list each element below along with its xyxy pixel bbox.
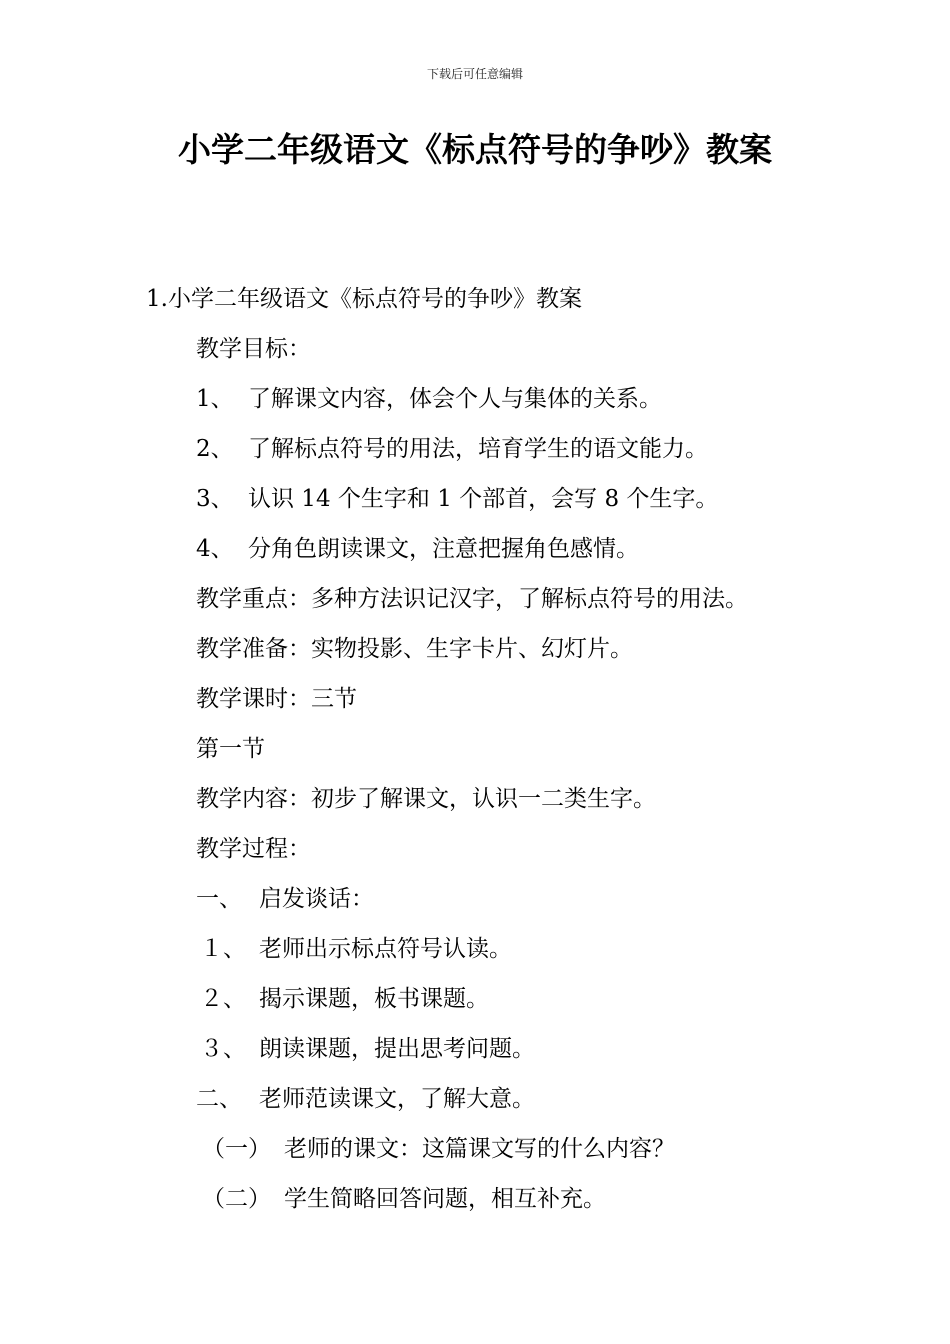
- part-two-item: [202, 1184, 606, 1214]
- part-one-heading: [196, 884, 374, 914]
- section-heading: 1.小学二年级语文《标点符号的争吵》教案: [146, 286, 582, 312]
- item-number: （一）: [202, 1136, 271, 1162]
- part-two-heading: [196, 1084, 535, 1114]
- part-one-item: [200, 984, 489, 1014]
- objective-item: [196, 534, 639, 564]
- document-title: 小学二年级语文《标点符号的争吵》教案: [178, 130, 772, 169]
- objective-number: 3、: [196, 486, 234, 512]
- part-number: 二、: [196, 1086, 242, 1112]
- part-text: 启发谈话：: [259, 886, 374, 912]
- objective-text: 认识 14 个生字和 1 个部首，会写 8 个生字。: [248, 486, 719, 512]
- objective-item: [196, 384, 662, 414]
- part-text: 老师范读课文，了解大意。: [259, 1086, 535, 1112]
- lesson-one-heading: 第一节: [196, 736, 265, 762]
- objective-text: 分角色朗读课文，注意把握角色感情。: [248, 536, 639, 562]
- part-one-item: [200, 1034, 535, 1064]
- objective-number: 2、: [196, 436, 234, 462]
- preparation: 教学准备：实物投影、生字卡片、幻灯片。: [196, 636, 633, 662]
- key-points: 教学重点：多种方法识记汉字，了解标点符号的用法。: [196, 586, 748, 612]
- item-number: ３、: [200, 1036, 246, 1062]
- item-number: １、: [200, 936, 246, 962]
- item-number: ２、: [200, 986, 246, 1012]
- objective-item: [196, 484, 718, 514]
- item-text: 学生简略回答问题，相互补充。: [284, 1186, 606, 1212]
- part-one-item: [200, 934, 512, 964]
- part-number: 一、: [196, 886, 242, 912]
- item-text: 老师的课文：这篇课文写的什么内容？: [284, 1136, 675, 1162]
- teaching-hours: 教学课时：三节: [196, 686, 357, 712]
- objective-item: [196, 434, 708, 464]
- teaching-content: 教学内容：初步了解课文，认识一二类生字。: [196, 786, 656, 812]
- item-text: 老师出示标点符号认读。: [259, 936, 512, 962]
- objective-number: 4、: [196, 536, 234, 562]
- process-label: 教学过程：: [196, 836, 311, 862]
- objective-text: 了解标点符号的用法，培育学生的语文能力。: [248, 436, 708, 462]
- header-note: 下载后可任意编辑: [426, 67, 523, 81]
- part-two-item: [202, 1134, 675, 1164]
- objectives-label: 教学目标：: [196, 336, 311, 362]
- objective-number: 1、: [196, 386, 234, 412]
- objective-text: 了解课文内容，体会个人与集体的关系。: [248, 386, 662, 412]
- item-number: （二）: [202, 1186, 271, 1212]
- item-text: 朗读课题，提出思考问题。: [259, 1036, 535, 1062]
- item-text: 揭示课题，板书课题。: [259, 986, 489, 1012]
